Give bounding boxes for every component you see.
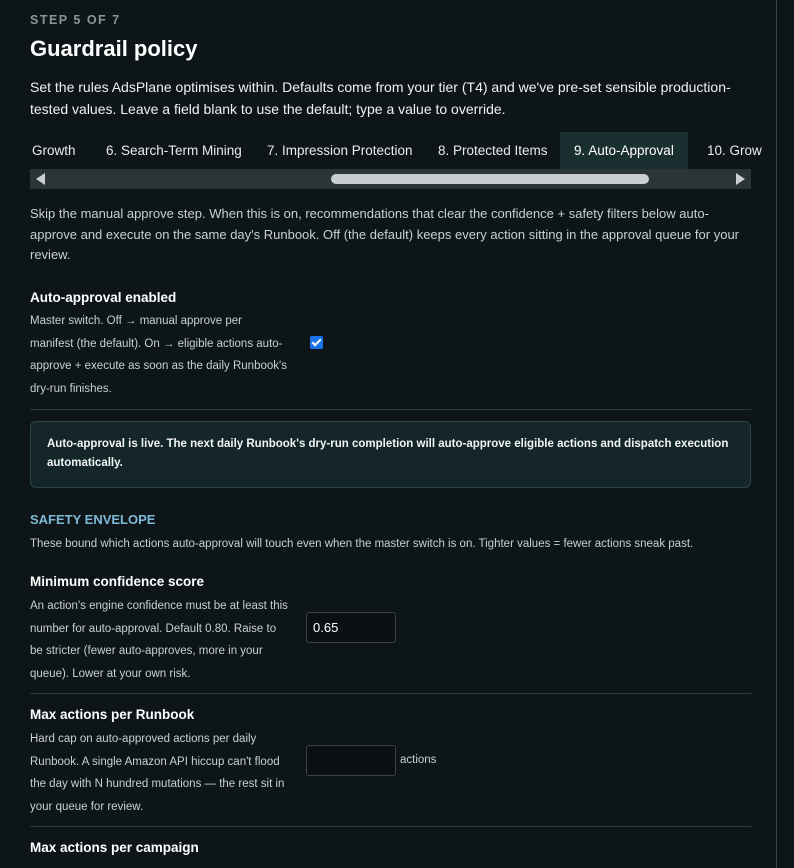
min-confidence-label: Minimum confidence score: [30, 574, 205, 589]
min-confidence-help: An action's engine confidence must be at least this number for auto-approval. Default 0.80. Raise to be stricter (fewer auto-approves, more in your queue). Lower at your own risk.: [30, 600, 288, 680]
tab-search-term-mining[interactable]: 6. Search-Term Mining: [106, 143, 242, 158]
tab-scrollbar[interactable]: [30, 169, 751, 189]
auto-approval-description: Skip the manual approve step. When this is on, recommendations that clear the confidence + safety filters below auto-approve and execute on the same day's Runbook. Off (the default) keeps every action sitting in the approval queue for your review.: [30, 206, 740, 262]
scroll-right-icon[interactable]: [736, 173, 745, 185]
safety-envelope-heading: SAFETY ENVELOPE: [30, 512, 156, 527]
auto-approval-enabled-label: Auto-approval enabled: [30, 290, 177, 305]
auto-approval-enabled-checkbox[interactable]: [310, 336, 323, 349]
step-indicator: STEP 5 OF 7: [30, 13, 121, 27]
divider: [30, 409, 751, 410]
auto-approval-enabled-help: Master switch. Off → manual approve per manifest (the default). On → eligible actions auto-approve + execute as soon as the daily Runbook's dry-run finishes.: [30, 315, 287, 395]
max-per-runbook-input[interactable]: [306, 745, 396, 776]
max-per-runbook-label: Max actions per Runbook: [30, 707, 195, 722]
max-per-runbook-help: Hard cap on auto-approved actions per daily Runbook. A single Amazon API hiccup can't flood the day with N hundred mutations — the rest sit in your queue for review.: [30, 733, 285, 813]
max-per-campaign-label: Max actions per campaign: [30, 840, 199, 855]
right-edge-rail: [776, 0, 794, 868]
safety-envelope-subtitle: These bound which actions auto-approval will touch even when the master switch is on. Tighter values = fewer actions sneak past.: [30, 538, 694, 550]
auto-approval-live-notice: Auto-approval is live. The next daily Runbook's dry-run completion will auto-approve eligible actions and dispatch execution automatically.: [30, 421, 751, 488]
divider: [30, 826, 751, 827]
page-title: Guardrail policy: [30, 36, 198, 61]
intro-text: Set the rules AdsPlane optimises within. Defaults come from your tier (T4) and we've pre-set sensible production-tested values. Leave a field blank to use the default; type a value to override.: [30, 79, 731, 117]
tab-growth[interactable]: Growth: [32, 143, 76, 158]
max-per-runbook-unit: actions: [400, 754, 437, 766]
tab-protected-items[interactable]: 8. Protected Items: [438, 143, 548, 158]
scroll-left-icon[interactable]: [36, 173, 45, 185]
tab-growth-10[interactable]: 10. Grow: [707, 143, 762, 158]
tab-strip: [30, 132, 762, 169]
tab-auto-approval[interactable]: 9. Auto-Approval: [560, 132, 688, 169]
divider: [30, 693, 751, 694]
min-confidence-input[interactable]: [306, 612, 396, 643]
scrollbar-thumb[interactable]: [331, 174, 649, 184]
tab-impression-protection[interactable]: 7. Impression Protection: [267, 143, 413, 158]
